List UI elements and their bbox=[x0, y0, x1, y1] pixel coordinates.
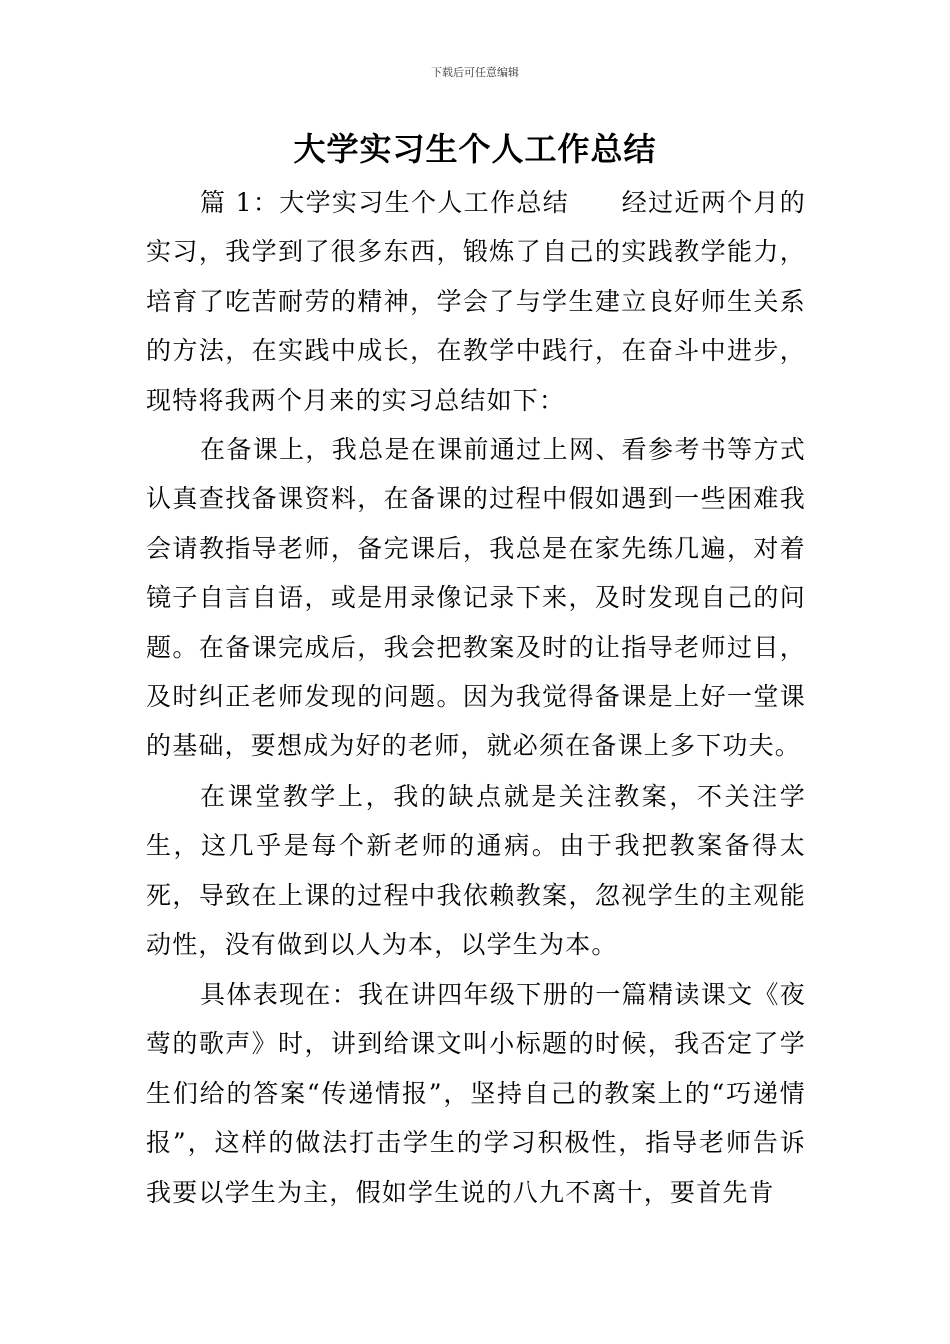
paragraph-1: 篇 1：大学实习生个人工作总结 经过近两个月的实习，我学到了很多东西，锻炼了自己的实践教学能力，培育了吃苦耐劳的精神，学会了与学生建立良好师生关系的方法，在实践中成长，在教学中践行，在奋斗中进步，现特将我两个月来的实习总结如下： bbox=[146, 188, 806, 415]
document-title: 大学实习生个人工作总结 bbox=[293, 130, 657, 168]
body-text-2 bbox=[146, 425, 806, 771]
body-text-4 bbox=[146, 970, 806, 1217]
body-text bbox=[146, 178, 806, 425]
header-note: 下载后可任意编辑 bbox=[431, 66, 519, 79]
body-text-3 bbox=[146, 772, 806, 970]
paragraph-4: 具体表现在：我在讲四年级下册的一篇精读课文《夜莺的歌声》时，讲到给课文叫小标题的时候，我否定了学生们给的答案“传递情报”，坚持自己的教案上的“巧递情报”，这样的做法打击学生的学习积极性，指导老师告诉我要以学生为主，假如学生说的八九不离十，要首先肯 bbox=[146, 980, 806, 1207]
paragraph-3: 在课堂教学上，我的缺点就是关注教案，不关注学生，这几乎是每个新老师的通病。由于我把教案备得太死，导致在上课的过程中我依赖教案，忽视学生的主观能动性，没有做到以人为本，以学生为本。 bbox=[146, 782, 806, 960]
paragraph-2: 在备课上，我总是在课前通过上网、看参考书等方式认真查找备课资料，在备课的过程中假如遇到一些困难我会请教指导老师，备完课后，我总是在家先练几遍，对着镜子自言自语，或是用录像记录下来，及时发现自己的问题。在备课完成后，我会把教案及时的让指导老师过目，及时纠正老师发现的问题。因为我觉得备课是上好一堂课的基础，要想成为好的老师，就必须在备课上多下功夫。 bbox=[146, 435, 806, 761]
